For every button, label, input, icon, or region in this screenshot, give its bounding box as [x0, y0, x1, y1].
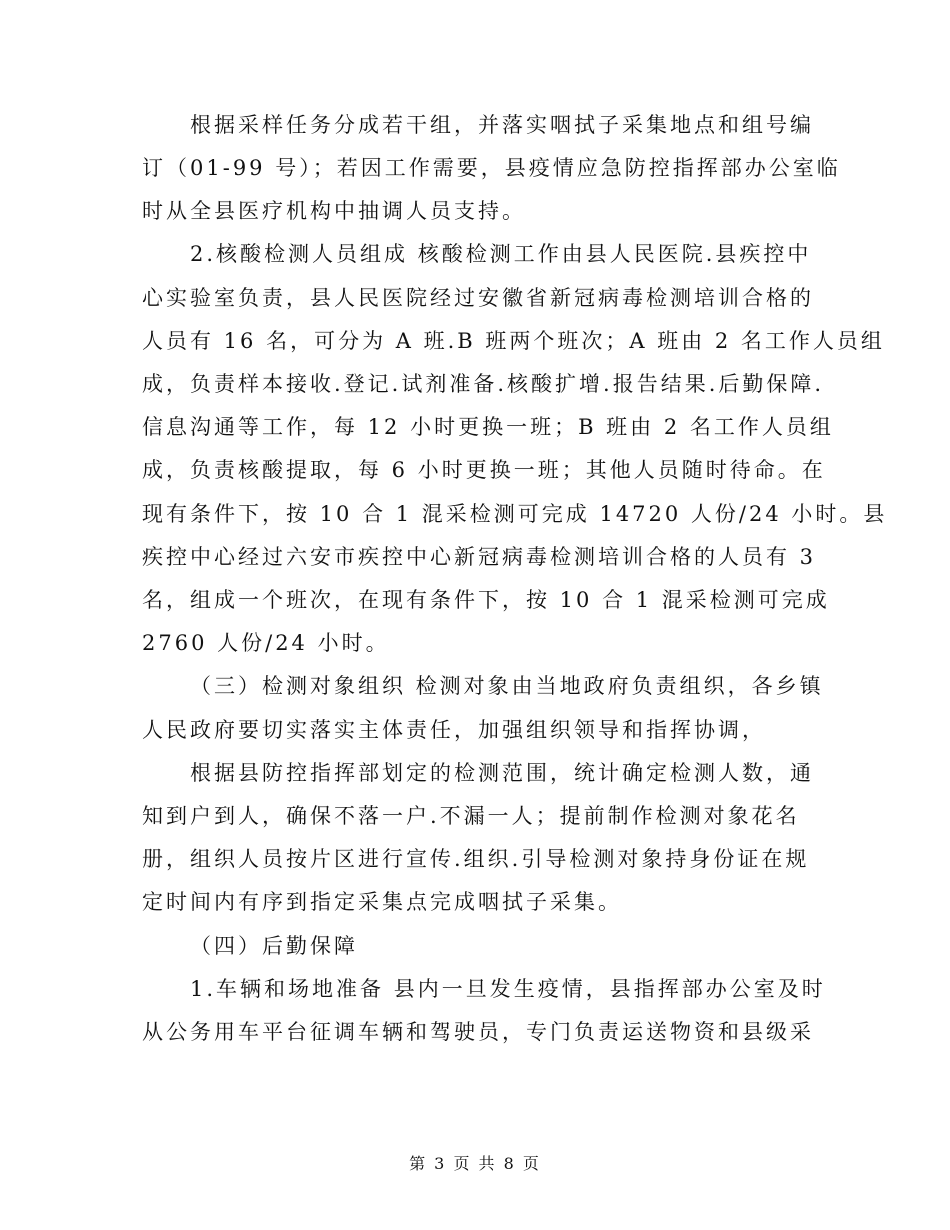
body-line: 2.核酸检测人员组成 核酸检测工作由县人民医院.县疾控中 — [190, 242, 812, 266]
body-line: 订（01-99 号）；若因工作需要，县疫情应急防控指挥部办公室临 — [142, 156, 841, 180]
body-line: 从公务用车平台征调车辆和驾驶员，专门负责运送物资和县级采 — [142, 1020, 814, 1044]
section-heading-line: （四）后勤保障 — [190, 934, 358, 958]
body-line: 名，组成一个班次，在现有条件下，按 10 合 1 混采检测可完成 — [142, 588, 830, 612]
body-line: 1.车辆和场地准备 县内一旦发生疫情，县指挥部办公室及时 — [190, 977, 826, 1001]
body-line: 心实验室负责，县人民医院经过安徽省新冠病毒检测培训合格的 — [142, 286, 814, 310]
page-number-footer: 第 3 页 共 8 页 — [409, 1154, 541, 1173]
body-line: 成，负责样本接收.登记.试剂准备.核酸扩增.报告结果.后勤保障. — [142, 372, 825, 396]
body-line: 人民政府要切实落实主体责任，加强组织领导和指挥协调， — [142, 718, 766, 742]
body-line: 册，组织人员按片区进行宣传.组织.引导检测对象持身份证在规 — [142, 847, 810, 871]
section-heading-line: （三）检测对象组织 检测对象由当地政府负责组织，各乡镇 — [190, 674, 824, 698]
body-line: 人员有 16 名，可分为 A 班.B 班两个班次；A 班由 2 名工作人员组 — [142, 329, 885, 353]
body-line: 时从全县医疗机构中抽调人员支持。 — [142, 199, 526, 223]
body-line: 定时间内有序到指定采集点完成咽拭子采集。 — [142, 890, 622, 914]
body-line: 成，负责核酸提取，每 6 小时更换一班；其他人员随时待命。在 — [142, 458, 826, 482]
body-line: 知到户到人，确保不落一户.不漏一人；提前制作检测对象花名 — [142, 804, 800, 828]
body-line: 现有条件下，按 10 合 1 混采检测可完成 14720 人份/24 小时。县 — [142, 502, 888, 526]
body-line: 根据县防控指挥部划定的检测范围，统计确定检测人数，通 — [190, 761, 814, 785]
body-line: 根据采样任务分成若干组，并落实咽拭子采集地点和组号编 — [190, 113, 814, 137]
body-line: 疾控中心经过六安市疾控中心新冠病毒检测培训合格的人员有 3 — [142, 545, 817, 569]
body-line: 信息沟通等工作，每 12 小时更换一班；B 班由 2 名工作人员组 — [142, 415, 834, 439]
body-line: 2760 人份/24 小时。 — [142, 631, 390, 655]
